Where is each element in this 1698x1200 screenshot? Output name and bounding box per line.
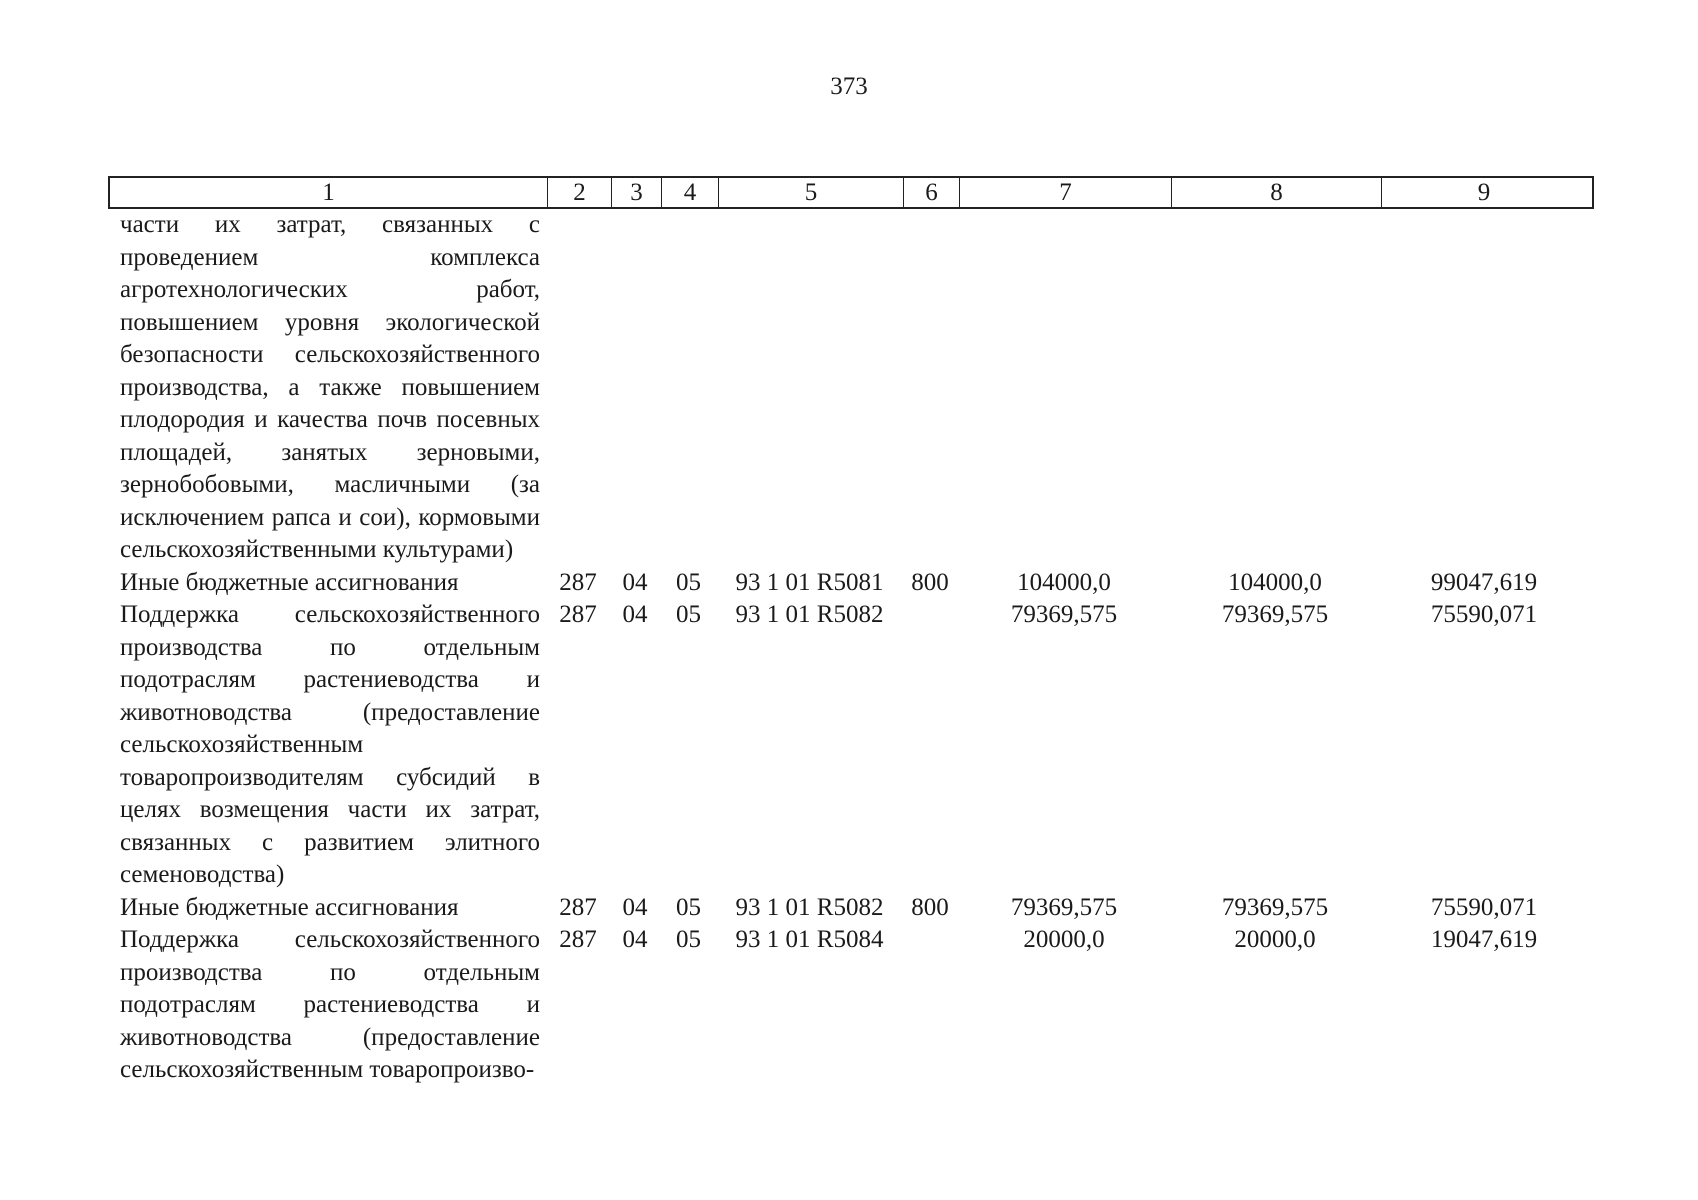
row-col-4 xyxy=(660,209,717,567)
row-col-7: 79369,575 xyxy=(1010,893,1118,921)
row-col-7: 79369,575 xyxy=(1010,601,1118,628)
row-col-8: 20000,0 xyxy=(1234,926,1316,953)
row-col-2: 287 xyxy=(559,568,597,596)
header-col-6: 6 xyxy=(904,178,960,207)
row-col-8 xyxy=(1170,209,1380,567)
row-col-8: 104000,0 xyxy=(1228,568,1322,596)
row-col-3: 04 xyxy=(622,926,648,953)
row-col-9: 75590,071 xyxy=(1430,893,1538,921)
row-col-3 xyxy=(610,209,660,567)
row-col-5: 93 1 01 R5084 xyxy=(735,926,884,953)
row-description: Иные бюджетные ассигнования xyxy=(120,893,459,921)
row-col-5: 93 1 01 R5082 xyxy=(735,601,884,628)
row-col-2: 287 xyxy=(559,601,597,628)
row-col-6 xyxy=(902,924,958,1087)
row-col-7: 20000,0 xyxy=(1023,926,1105,953)
row-col-8: 79369,575 xyxy=(1221,893,1329,921)
header-col-3: 3 xyxy=(612,178,662,207)
row-col-6 xyxy=(902,209,958,567)
row-col-4: 05 xyxy=(676,601,701,628)
row-col-7: 104000,0 xyxy=(1017,568,1111,596)
row-col-3: 04 xyxy=(622,568,648,596)
row-col-5 xyxy=(717,209,902,567)
table-row xyxy=(108,567,1594,600)
header-col-2: 2 xyxy=(548,178,612,207)
row-col-6 xyxy=(902,599,958,892)
table-row xyxy=(108,924,1594,1087)
row-col-3: 04 xyxy=(622,893,648,921)
page-number: 373 xyxy=(830,73,868,100)
table-row xyxy=(108,209,1594,567)
row-col-4: 05 xyxy=(676,893,701,921)
header-col-9: 9 xyxy=(1477,179,1491,206)
row-col-7 xyxy=(958,209,1170,567)
row-col-9: 75590,071 xyxy=(1430,601,1538,628)
header-col-7: 7 xyxy=(960,178,1172,207)
row-col-2: 287 xyxy=(559,893,597,921)
row-col-6: 800 xyxy=(911,568,949,596)
row-description: Иные бюджетные ассигнования xyxy=(120,568,459,596)
header-col-1: 1 xyxy=(110,178,548,207)
header-col-5: 5 xyxy=(719,178,904,207)
row-col-4: 05 xyxy=(676,926,701,953)
header-col-8: 8 xyxy=(1172,178,1382,207)
row-col-4: 05 xyxy=(676,568,701,596)
table-row xyxy=(108,892,1594,925)
table-row xyxy=(108,599,1594,892)
row-col-2 xyxy=(546,209,610,567)
table-header xyxy=(108,176,1594,209)
row-col-3: 04 xyxy=(622,601,648,628)
row-col-9 xyxy=(1380,209,1588,567)
row-col-9: 19047,619 xyxy=(1430,926,1538,953)
header-col-4: 4 xyxy=(662,178,719,207)
row-description: Поддержка сельскохозяйственного производства по отдельным подотраслям растениеводства и животноводства (предоставление сельскохозяйственным товаропроизводителям субсидий в целях возмещения части их затрат, связанных с развитием элитного семеноводства) xyxy=(120,601,540,888)
table-body xyxy=(108,209,1594,1087)
row-col-2: 287 xyxy=(559,926,597,953)
row-col-5: 93 1 01 R5081 xyxy=(735,568,884,596)
row-col-6: 800 xyxy=(911,893,949,921)
row-description: части их затрат, связанных с проведением комплекса агротехнологических работ, повышением уровня экологической безопасности сельскохозяйственного производства, а также повышением плодородия и качества почв посевных площадей, занятых зерновыми, зернобобовыми, масличными (за исключением рапса и сои), кормовыми сельскохозяйственными культурами) xyxy=(120,211,540,563)
row-col-9: 99047,619 xyxy=(1430,568,1538,596)
row-col-8: 79369,575 xyxy=(1221,601,1329,628)
row-description: Поддержка сельскохозяйственного производства по отдельным подотраслям растениеводства и животноводства (предоставление сельскохозяйственным товаропроизво- xyxy=(120,926,540,1083)
row-col-5: 93 1 01 R5082 xyxy=(735,893,884,921)
